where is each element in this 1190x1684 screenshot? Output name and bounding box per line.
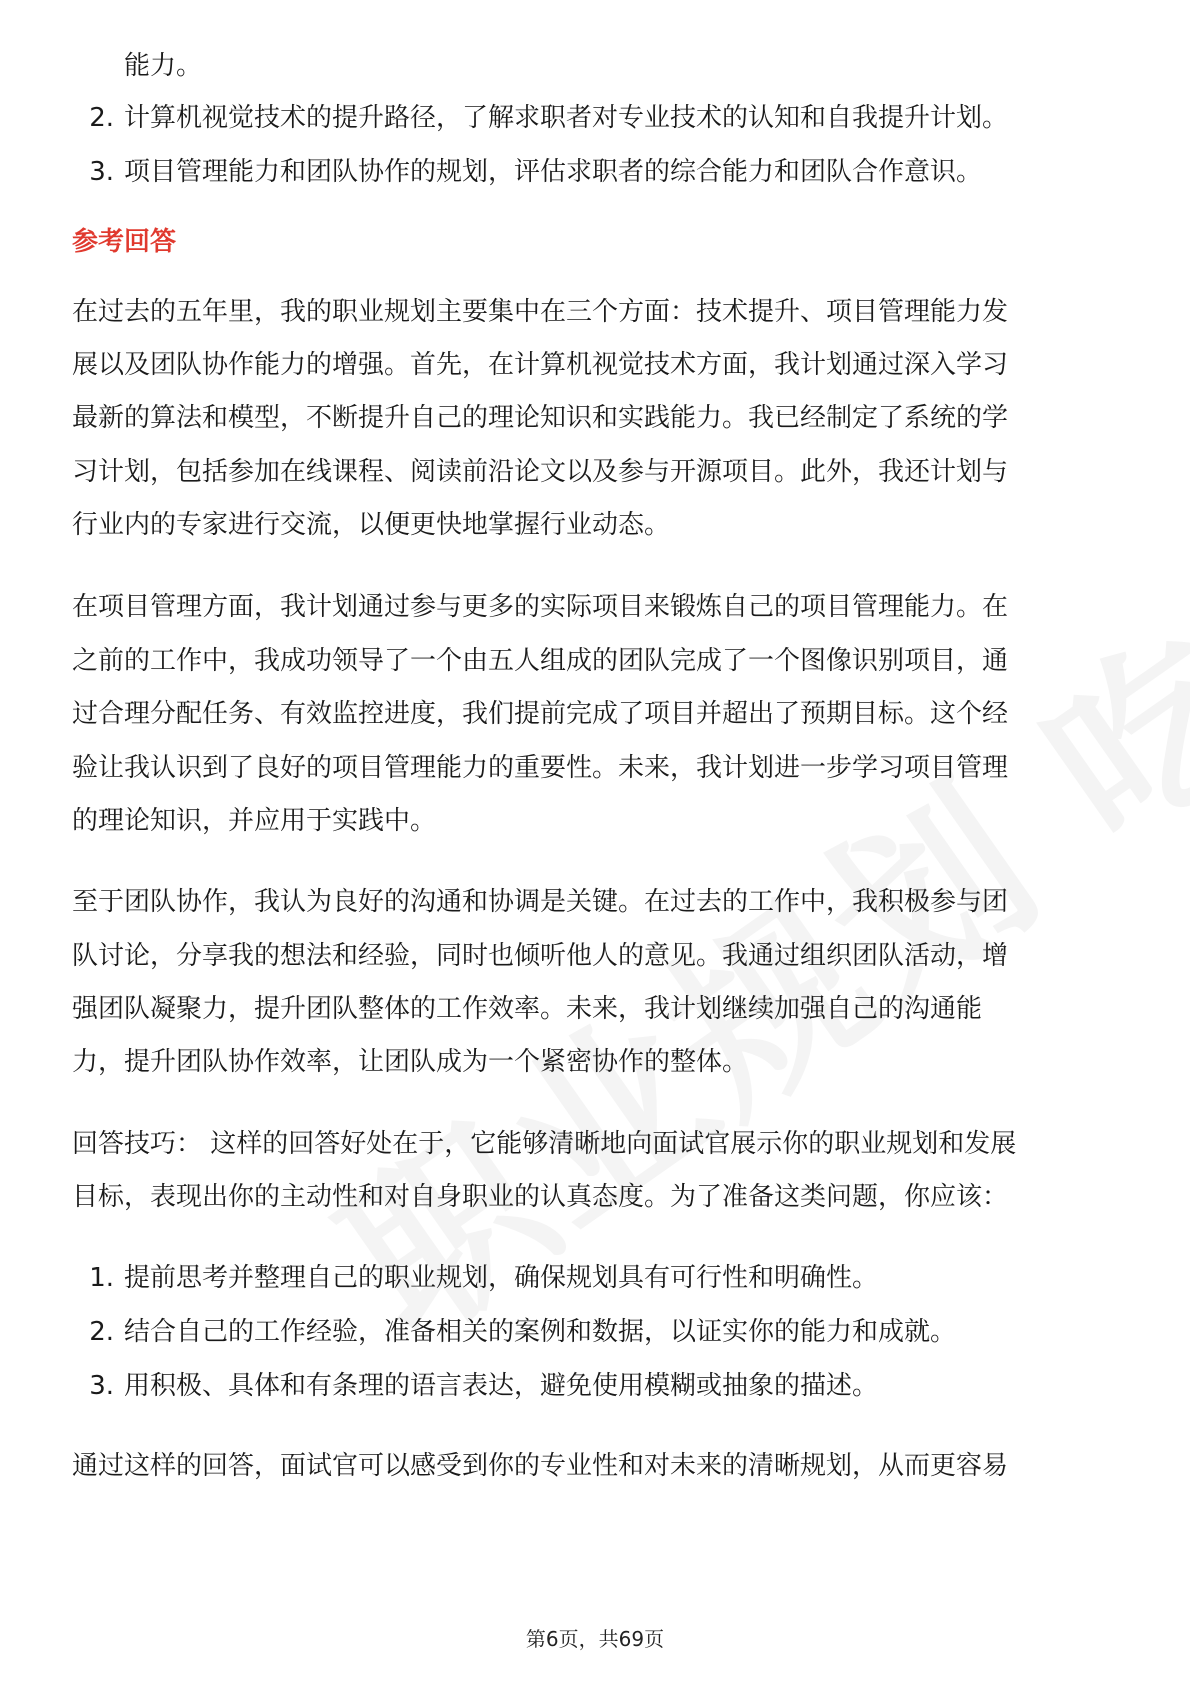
paragraph-line: 展以及团队协作能力的增强。首先，在计算机视觉技术方面，我计划通过深入学习 xyxy=(72,350,1009,380)
paragraph-line: 力，提升团队协作效率，让团队成为一个紧密协作的整体。 xyxy=(72,1047,749,1077)
list-number: 2. xyxy=(89,1317,114,1347)
paragraph-line: 目标，表现出你的主动性和对自身职业的认真态度。为了准备这类问题，你应该： xyxy=(72,1182,1009,1212)
list-number: 3. xyxy=(89,1371,114,1401)
page-number: 第6页，共69页 xyxy=(525,1627,665,1651)
paragraph-line: 的理论知识，并应用于实践中。 xyxy=(72,806,437,836)
paragraph-line: 验让我认识到了良好的项目管理能力的重要性。未来，我计划进一步学习项目管理 xyxy=(72,753,1009,783)
list-item-text: 提前思考并整理自己的职业规划，确保规划具有可行性和明确性。 xyxy=(124,1263,879,1293)
section-heading: 参考回答 xyxy=(72,227,177,257)
list-item-text: 结合自己的工作经验，准备相关的案例和数据，以证实你的能力和成就。 xyxy=(124,1317,957,1347)
list-number: 2. xyxy=(89,103,114,133)
paragraph-line: 至于团队协作，我认为良好的沟通和协调是关键。在过去的工作中，我积极参与团 xyxy=(72,887,1009,917)
paragraph-line: 在过去的五年里，我的职业规划主要集中在三个方面：技术提升、项目管理能力发 xyxy=(72,297,1009,327)
list-item-text: 用积极、具体和有条理的语言表达，避免使用模糊或抽象的描述。 xyxy=(124,1371,879,1401)
paragraph-line: 之前的工作中，我成功领导了一个由五人组成的团队完成了一个图像识别项目，通 xyxy=(72,646,1009,676)
list-item-continuation: 能力。 xyxy=(124,51,203,81)
paragraph-line: 队讨论，分享我的想法和经验，同时也倾听他人的意见。我通过组织团队活动，增 xyxy=(72,941,1009,971)
paragraph-line: 过合理分配任务、有效监控进度，我们提前完成了项目并超出了预期目标。这个经 xyxy=(72,699,1009,729)
paragraph-line: 强团队凝聚力，提升团队整体的工作效率。未来，我计划继续加强自己的沟通能 xyxy=(72,994,983,1024)
list-number: 1. xyxy=(89,1263,114,1293)
paragraph-line: 在项目管理方面，我计划通过参与更多的实际项目来锻炼自己的项目管理能力。在 xyxy=(72,592,1009,622)
closing-paragraph-line: 通过这样的回答，面试官可以感受到你的专业性和对未来的清晰规划，从而更容易 xyxy=(72,1451,1009,1481)
list-item-text: 计算机视觉技术的提升路径，了解求职者对专业技术的认知和自我提升计划。 xyxy=(124,103,1009,133)
list-number: 3. xyxy=(89,157,114,187)
paragraph-line: 回答技巧： 这样的回答好处在于，它能够清晰地向面试官展示你的职业规划和发展 xyxy=(72,1129,1017,1159)
paragraph-line: 习计划，包括参加在线课程、阅读前沿论文以及参与开源项目。此外，我还计划与 xyxy=(72,457,1009,487)
paragraph-line: 最新的算法和模型，不断提升自己的理论知识和实践能力。我已经制定了系统的学 xyxy=(72,403,1009,433)
paragraph-line: 行业内的专家进行交流，以便更快地掌握行业动态。 xyxy=(72,510,671,540)
list-item-text: 项目管理能力和团队协作的规划，评估求职者的综合能力和团队合作意识。 xyxy=(124,157,983,187)
